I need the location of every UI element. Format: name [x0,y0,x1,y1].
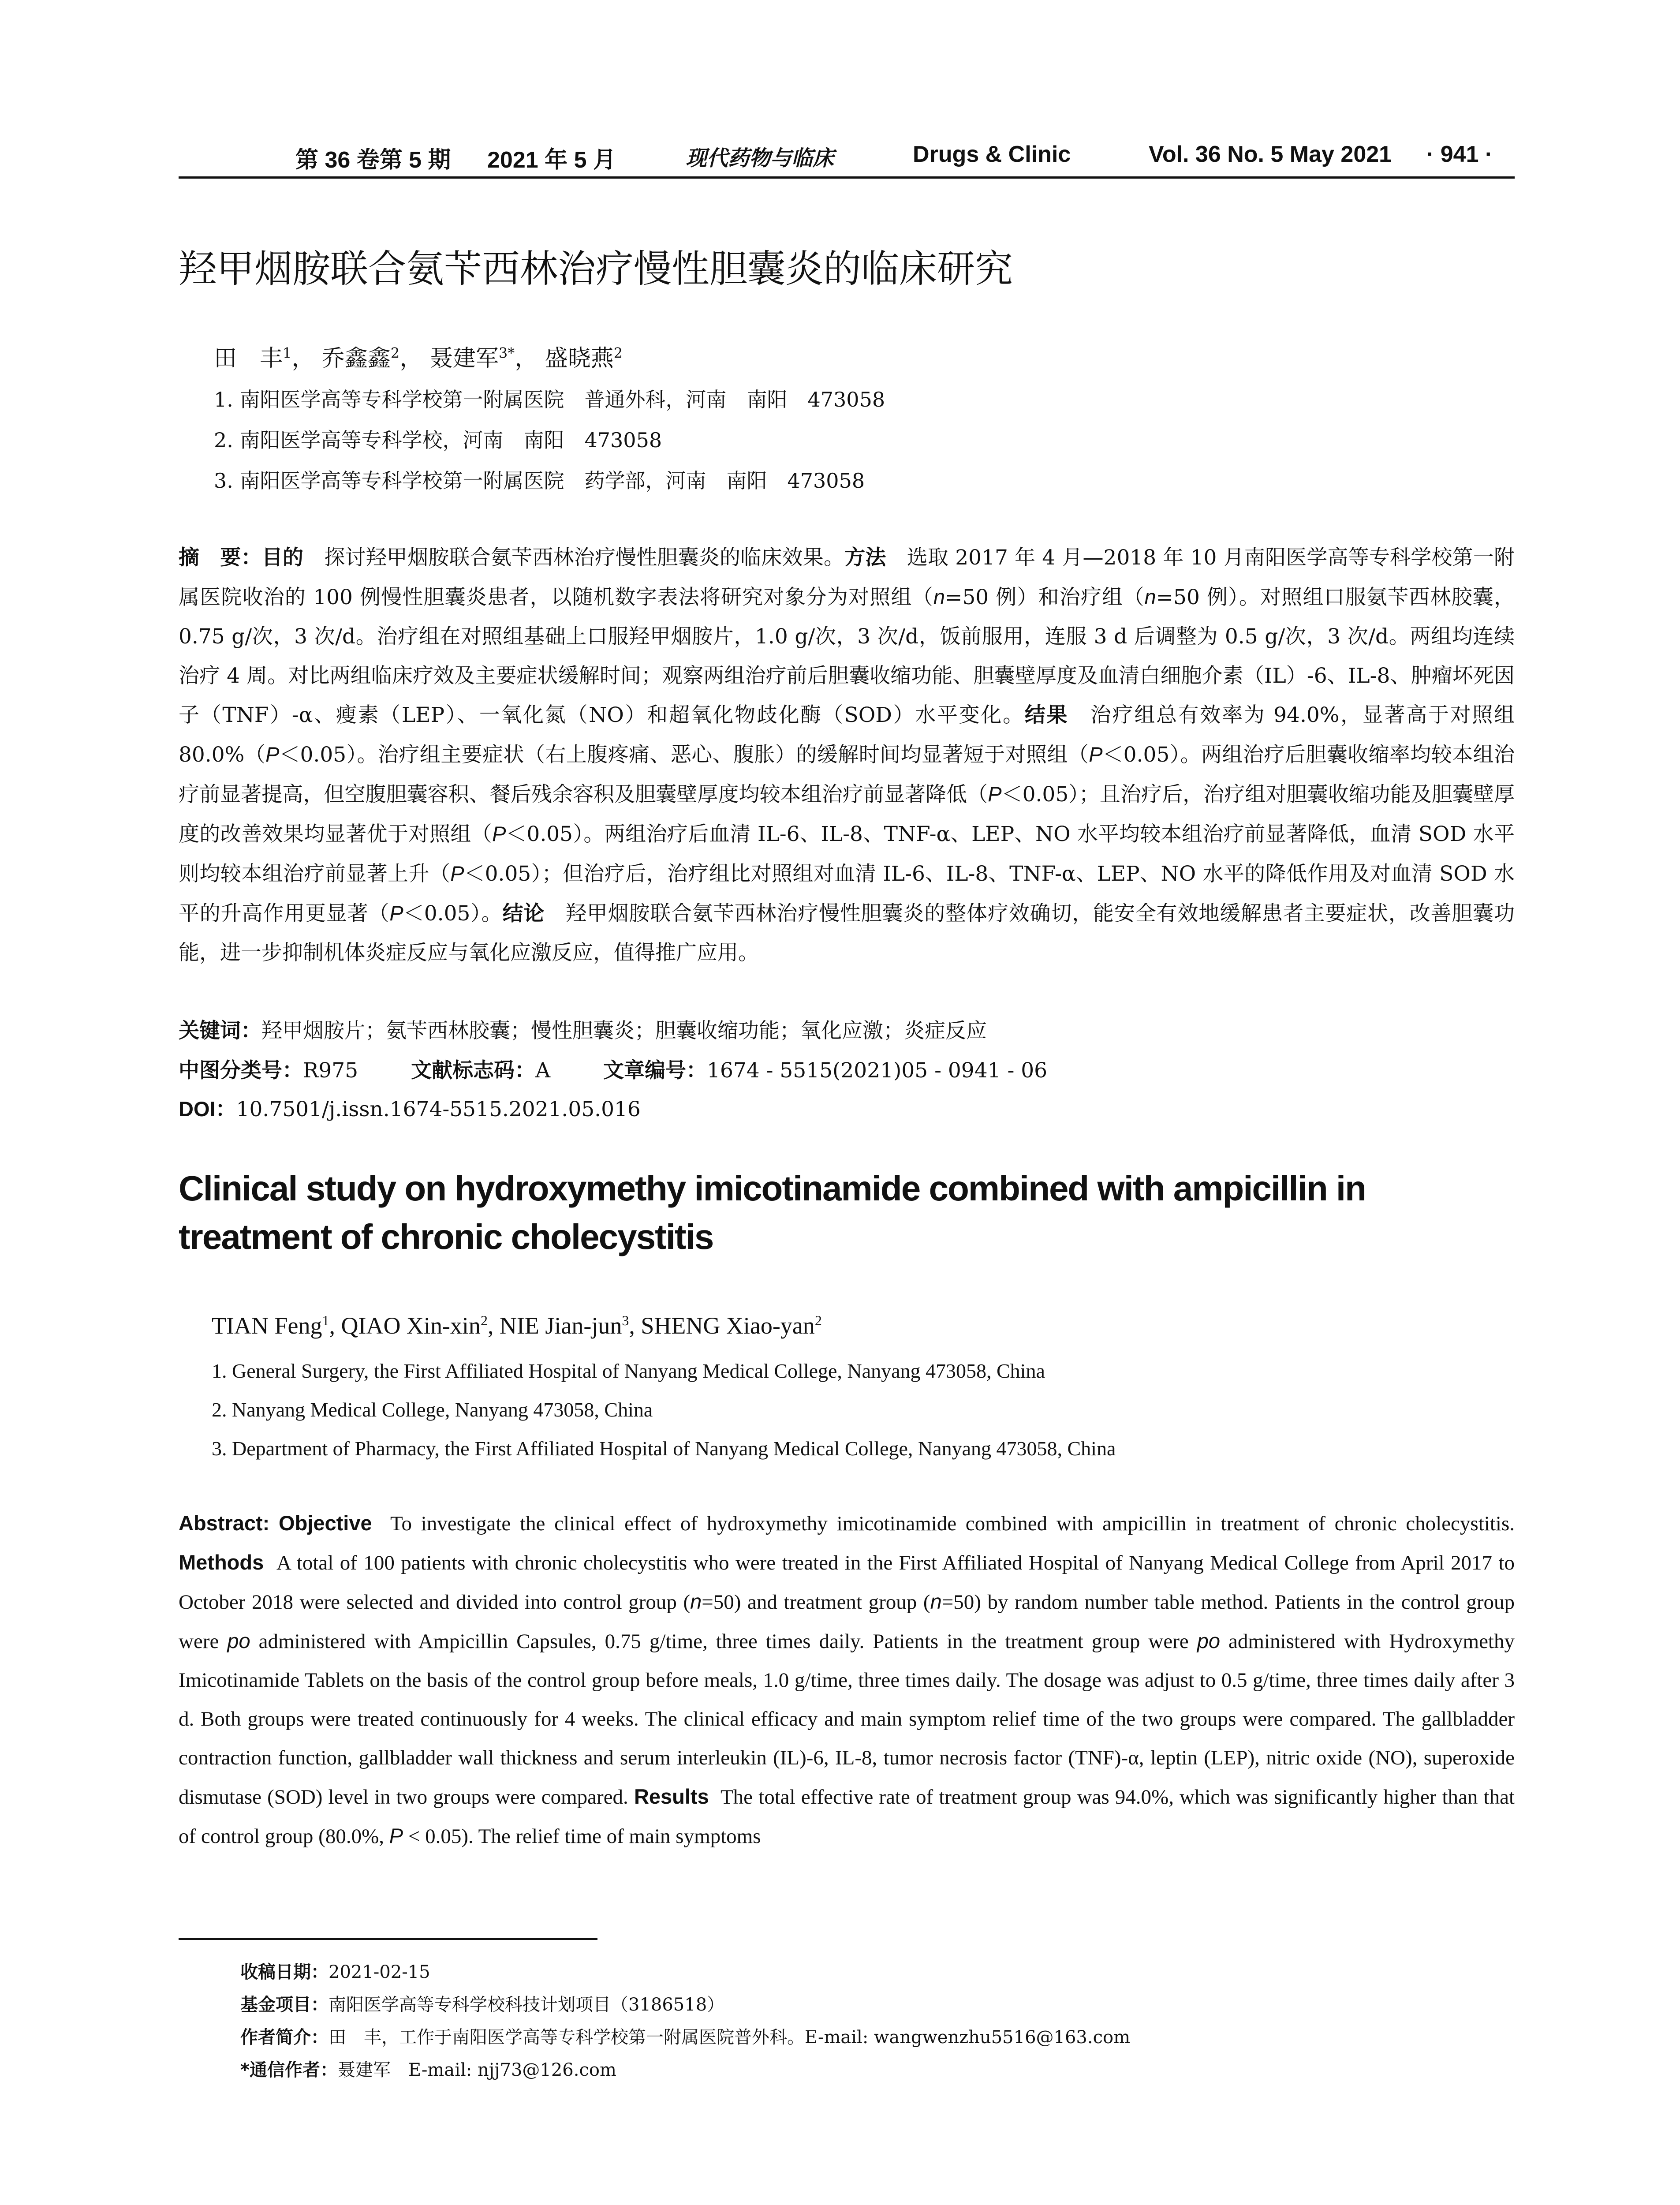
n-symbol: n [933,585,945,609]
cn-author-sup: 2 [613,344,623,362]
cn-author-sup: 2 [390,344,400,362]
cn-methods-text: 选取 2017 年 4 月—2018 年 10 月南阳医学高等专科学校第一附属医院收治的 100 例慢性胆囊炎患者，以随机数字表法将研究对象分为对照组（ [179,546,1515,609]
cn-results-text: ＜0.05）；且治疗后，治疗组对胆囊收缩功能及胆囊壁厚度的改善效果均显著优于对照组（ [179,782,1515,846]
cn-author-name: 乔鑫鑫 [321,345,391,372]
en-authors: TIAN Feng$^1$, QIAO Xin-xin$^2$, NIE Jian-jun$^3$, SHENG Xiao-yan$^2$ [212,1312,822,1339]
footnote-author-bio [240,2021,1130,2054]
en-title: Clinical study on hydroxymethy imicotinamide combined with ampicillin in treatment of chronic cholecystitis [179,1169,1366,1256]
cn-results-text: ＜0.05）。 [403,901,503,926]
cn-affiliations [214,379,885,501]
header-journal-cn: 现代药物与临床 [686,146,834,171]
en-author-sup: 2 [480,1312,488,1328]
cn-keywords [179,1014,987,1044]
cn-authors: 田 丰$^1$， 乔鑫鑫$^2$， 聂建军$^{3*}$， 盛晓燕$^2$ [214,344,623,372]
cn-methods-text: =50 例）。对照组口服氨苄西林胶囊，0.75 g/次，3 次/d。治疗组在对照组基础上口服羟甲烟胺片，1.0 g/次，3 次/d，饭前服用，连服 3 d 后调整为 0.5 g/次，3 次/d。两组均连续治疗 4 周。对比两组临床疗效及主要症状缓解时间；观察两组治疗前后胆囊收缩功能、胆囊壁厚度及血清白细胞介素（IL）-6、IL-8、肿瘤坏死因子（TNF）-α、瘦素（LEP）、一氧化氮（NO）和超氧化物歧化酶（SOD）水平变化。 [179,585,1515,727]
en-methods-text: administered with Hydroxymethy Imicotinamide Tablets on the basis of the control group before meals, 1.0 g/time, three times daily. The dosage was adjust to 0.5 g/time, three times daily after 3 d. Both groups were treated continuously for 4 weeks. The clinical efficacy and main symptom relief time of the two groups were compared. The gallbladder contraction function, gallbladder wall thickness and serum interleukin (IL)-6, IL-8, tumor necrosis factor (TNF)-α, leptin (LEP), nitric oxide (NO), superoxide dismutase (SOD) level in two groups were compared. [179,1630,1515,1809]
cn-author-sup: 1 [283,344,292,362]
p-symbol: P [450,862,464,885]
footnote-funding [240,1988,1130,2021]
footnote-label: *通信作者： [240,2060,338,2080]
footnote-rule [179,1938,597,1940]
cn-author-name: 聂建军 [429,345,499,372]
footnotes [240,1956,1130,2086]
footnote-text: 南阳医学高等专科学校科技计划项目（3186518） [329,1995,725,2015]
cn-affiliation: 1. 南阳医学高等专科学校第一附属医院 普通外科，河南 南阳 473058 [214,388,885,411]
en-results-text: < 0.05). The relief time of main symptoms [403,1825,761,1848]
running-header [179,141,1515,181]
doc-code-label: 文献标志码： [411,1058,536,1083]
header-journal-en: Drugs & Clinic [913,142,1071,167]
cn-results-text: ＜0.05）。两组治疗后血清 IL-6、IL-8、TNF-α、LEP、NO 水平均较本组治疗前显著降低，血清 SOD 水平则均较本组治疗前显著上升（ [179,822,1515,886]
p-symbol: P [265,743,280,766]
doi-label: DOI： [179,1097,236,1121]
cn-methods-label: 方法 [844,546,886,570]
p-symbol: P [389,1824,403,1847]
cn-abstract [179,538,1515,972]
footnote-text: 田 丰，工作于南阳医学高等专科学校第一附属医院普外科。E-mail: wangwenzhu5516@163.com [329,2027,1131,2048]
n-symbol: n [930,1590,942,1613]
en-author-name: NIE Jian-jun [499,1312,622,1339]
footnote-label: 基金项目： [240,1995,329,2015]
header-rule [179,176,1515,179]
cn-objective-text: 探讨羟甲烟胺联合氨苄西林治疗慢性胆囊炎的临床效果。 [324,546,845,570]
en-author-name: TIAN Feng [212,1312,322,1339]
header-page-number: · 941 · [1426,142,1493,167]
en-methods-text: administered with Ampicillin Capsules, 0.75 g/time, three times daily. Patients in the treatment group were [250,1630,1197,1653]
cn-classification-line [179,1054,1047,1084]
p-symbol: P [988,782,1002,806]
en-methods-text: A total of 100 patients with chronic cholecystitis who were treated in the First Affiliated Hospital of Nanyang Medical College from April 2017 to October 2018 were selected and divided into control group ( [179,1551,1515,1614]
en-results-label: Results [634,1785,709,1808]
cn-keywords-text: 羟甲烟胺片；氨苄西林胶囊；慢性胆囊炎；胆囊收缩功能；氧化应激；炎症反应 [261,1019,987,1043]
cn-conclusion-label: 结论 [502,901,545,926]
en-author-sup: 3 [622,1312,629,1328]
doi-value: 10.7501/j.issn.1674-5515.2021.05.016 [236,1097,641,1121]
header-volume-cn: 第 36 卷第 5 期 [295,147,451,173]
en-affiliations [212,1352,1116,1468]
header-volume-en: Vol. 36 No. 5 May 2021 [1149,142,1392,167]
en-objective-text: To investigate the clinical effect of hydroxymethy imicotinamide combined with ampicillin in treatment of chronic cholecystitis. [390,1512,1515,1535]
cn-objective-label: 目的 [261,546,304,570]
clc-value: R975 [303,1058,358,1083]
cn-results-text: ＜0.05）。两组治疗后胆囊收缩率均较本组治疗前显著提高，但空腹胆囊容积、餐后残余容积及胆囊壁厚度均较本组治疗前显著降低（ [179,743,1515,807]
cn-methods-text: =50 例）和治疗组（ [945,585,1145,609]
en-results-text: The total effective rate of treatment group was 94.0%, which was significantly higher than that of control group (80.0%, [179,1786,1515,1848]
en-abstract [179,1504,1515,1856]
en-abstract-label: Abstract: [179,1511,270,1535]
doc-code-value: A [535,1058,551,1083]
cn-affiliation: 3. 南阳医学高等专科学校第一附属医院 药学部，河南 南阳 473058 [214,469,865,493]
p-symbol: P [1089,743,1103,766]
cn-title: 羟甲烟胺联合氨苄西林治疗慢性胆囊炎的临床研究 [179,247,1013,291]
n-symbol: n [1144,585,1156,609]
article-no-label: 文章编号： [603,1058,707,1083]
footnote-text: 2021-02-15 [329,1962,430,1982]
clc-label: 中图分类号： [179,1058,303,1083]
article-no-value: 1674 - 5515(2021)05 - 0941 - 06 [707,1058,1048,1083]
doi-line [179,1093,641,1122]
cn-results-text: ＜0.05）；但治疗后，治疗组比对照组对血清 IL-6、IL-8、TNF-α、LEP、NO 水平的降低作用及对血清 SOD 水平的升高作用更显著（ [179,862,1515,926]
cn-affiliation: 2. 南阳医学高等专科学校，河南 南阳 473058 [214,428,662,452]
footnote-label: 收稿日期： [240,1962,329,1982]
cn-author-sup: 3* [498,344,515,362]
p-symbol: P [492,822,506,845]
en-objective-label: Objective [279,1511,372,1535]
en-affiliation: 1. General Surgery, the First Affiliated Hospital of Nanyang Medical College, Nanyang 473058, China [212,1360,1045,1382]
cn-results-text: ＜0.05）。治疗组主要症状（右上腹疼痛、恶心、腹胀）的缓解时间均显著短于对照组（ [279,743,1089,767]
p-symbol: P [389,901,403,925]
po-symbol: po [1197,1629,1221,1652]
en-author-name: SHENG Xiao-yan [641,1312,815,1339]
en-author-name: QIAO Xin-xin [341,1312,481,1339]
en-methods-label: Methods [179,1551,264,1574]
paper-page [179,0,1515,2205]
header-date-cn: 2021 年 5 月 [487,147,616,173]
en-author-sup: 2 [814,1312,822,1328]
en-author-sup: 1 [322,1312,329,1328]
cn-keywords-label: 关键词： [179,1019,261,1043]
en-methods-text: =50) and treatment group ( [702,1591,930,1614]
cn-conclusion-text: 羟甲烟胺联合氨苄西林治疗慢性胆囊炎的整体疗效确切，能安全有效地缓解患者主要症状，改善胆囊功能，进一步抑制机体炎症反应与氧化应激反应，值得推广应用。 [179,901,1515,965]
cn-author-name: 田 丰 [214,345,283,372]
en-affiliation: 3. Department of Pharmacy, the First Affiliated Hospital of Nanyang Medical College, Nanyang 473058, China [212,1437,1116,1460]
cn-abstract-label: 摘 要： [179,546,262,570]
po-symbol: po [227,1629,250,1652]
en-methods-text: =50) by random number table method. Patients in the control group were [179,1591,1515,1653]
en-affiliation: 2. Nanyang Medical College, Nanyang 473058, China [212,1398,653,1421]
footnote-received [240,1956,1130,1988]
cn-results-label: 结果 [1024,703,1069,727]
n-symbol: n [690,1590,702,1613]
footnote-text: 聂建军 E-mail: njj73@126.com [337,2060,616,2080]
footnote-label: 作者简介： [240,2027,329,2048]
cn-results-text: 治疗组总有效率为 94.0%，显著高于对照组 80.0%（ [179,703,1515,767]
cn-author-name: 盛晓燕 [545,345,614,372]
footnote-corresponding [240,2054,1130,2086]
